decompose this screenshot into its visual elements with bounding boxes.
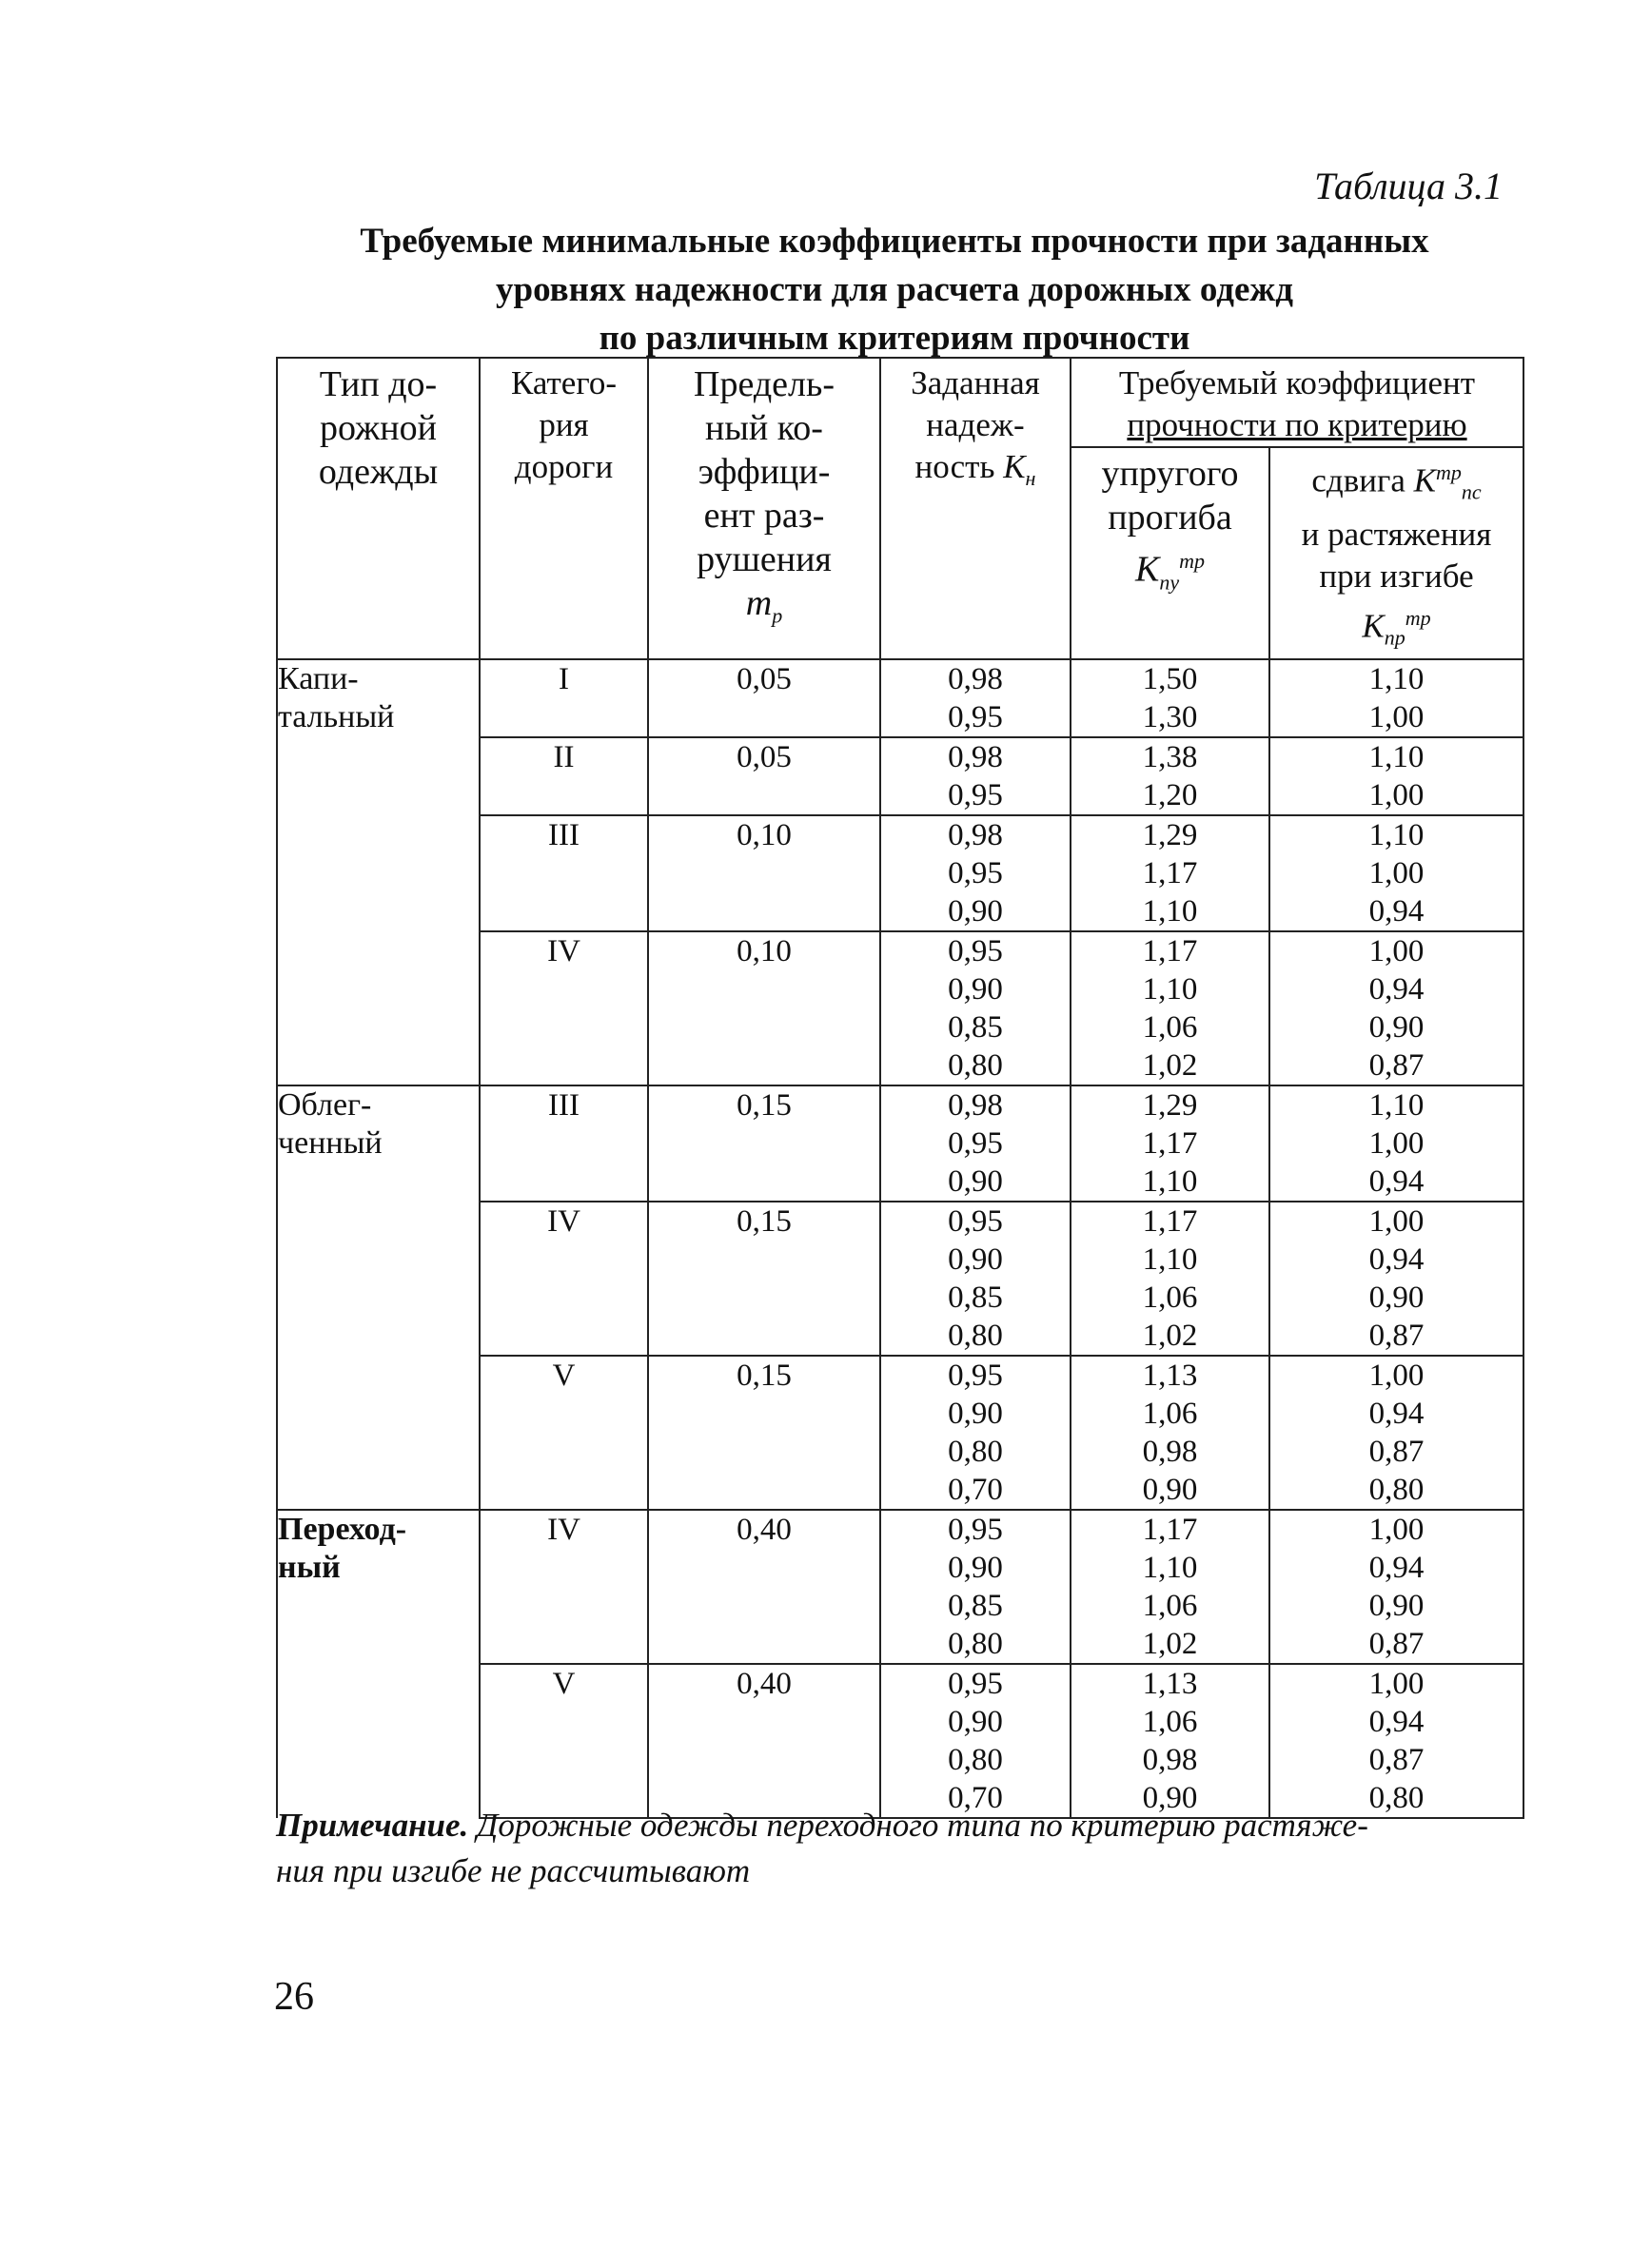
header-type bbox=[277, 358, 480, 659]
reliability-value: 0,98 bbox=[948, 1088, 1003, 1124]
shear-value: 1,00 bbox=[1368, 778, 1425, 813]
cell-failure-coefficient: 0,10 bbox=[648, 931, 880, 1085]
cell-shear-bending bbox=[1269, 1510, 1523, 1664]
shear-value: 0,80 bbox=[1368, 1473, 1425, 1508]
type-group bbox=[277, 659, 1523, 1085]
reliability-value: 0,90 bbox=[948, 972, 1003, 1007]
header-shear-line: при изгибе bbox=[1319, 557, 1474, 595]
reliability-value: 0,90 bbox=[948, 1242, 1003, 1278]
header-bend-sup: тр bbox=[1405, 605, 1431, 630]
table-title bbox=[276, 217, 1513, 362]
cell-road-category: V bbox=[480, 1356, 648, 1510]
elastic-value: 0,98 bbox=[1142, 1743, 1198, 1778]
cell-reliability bbox=[880, 1510, 1071, 1664]
reliability-value: 0,90 bbox=[948, 1397, 1003, 1432]
elastic-value: 1,30 bbox=[1142, 700, 1198, 735]
reliability-value: 0,70 bbox=[948, 1473, 1003, 1508]
table-row bbox=[277, 1085, 1523, 1202]
elastic-value: 1,10 bbox=[1142, 1551, 1198, 1586]
header-mp bbox=[648, 358, 880, 659]
elastic-value: 1,10 bbox=[1142, 894, 1198, 929]
cell-elastic-deflection bbox=[1071, 815, 1269, 931]
cell-shear-bending bbox=[1269, 659, 1523, 737]
cell-failure-coefficient: 0,15 bbox=[648, 1085, 880, 1202]
reliability-value: 0,80 bbox=[948, 1319, 1003, 1354]
header-required-coefficient bbox=[1071, 358, 1523, 447]
header-mp-symbol: m bbox=[745, 583, 773, 623]
cell-pavement-type bbox=[277, 659, 480, 1085]
cell-failure-coefficient: 0,15 bbox=[648, 1356, 880, 1510]
elastic-value: 0,90 bbox=[1142, 1781, 1198, 1816]
header-category-line: дороги bbox=[514, 448, 614, 485]
reliability-value: 0,80 bbox=[948, 1627, 1003, 1662]
cell-failure-coefficient: 0,15 bbox=[648, 1202, 880, 1356]
cell-pavement-type bbox=[277, 1085, 480, 1510]
elastic-value: 1,02 bbox=[1142, 1319, 1198, 1354]
shear-value: 1,10 bbox=[1368, 662, 1425, 697]
shear-value: 1,10 bbox=[1368, 818, 1425, 853]
reliability-value: 0,95 bbox=[948, 1126, 1003, 1162]
elastic-value: 1,17 bbox=[1142, 1126, 1198, 1162]
header-elastic-line: прогиба bbox=[1108, 498, 1232, 538]
type-group bbox=[277, 1510, 1523, 1818]
reliability-value: 0,95 bbox=[948, 934, 1003, 969]
note-label: Примечание. bbox=[276, 1807, 469, 1844]
shear-value: 1,00 bbox=[1368, 1667, 1425, 1702]
header-group-line2: прочности по критерию bbox=[1127, 406, 1467, 443]
shear-value: 1,00 bbox=[1368, 1126, 1425, 1162]
cell-reliability bbox=[880, 1664, 1071, 1818]
shear-value: 0,87 bbox=[1368, 1743, 1425, 1778]
shear-value: 0,87 bbox=[1368, 1048, 1425, 1084]
header-group-line1: Требуемый коэффициент bbox=[1118, 364, 1476, 401]
header-shear-prefix: сдвига bbox=[1311, 461, 1414, 499]
cell-shear-bending bbox=[1269, 815, 1523, 931]
header-shear-line: и растяжения bbox=[1301, 515, 1492, 553]
header-shear-sub: пс bbox=[1461, 479, 1482, 504]
cell-reliability bbox=[880, 1085, 1071, 1202]
table-title-line: по различным критериям прочности bbox=[599, 319, 1190, 358]
table-title-line: Требуемые минимальные коэффициенты прочности при заданных bbox=[360, 222, 1429, 261]
pavement-type-line: тальный bbox=[278, 699, 395, 735]
shear-value: 0,94 bbox=[1368, 1242, 1425, 1278]
reliability-value: 0,85 bbox=[948, 1589, 1003, 1624]
reliability-value: 0,80 bbox=[948, 1435, 1003, 1470]
pavement-type-line: ный bbox=[278, 1550, 341, 1586]
elastic-value: 1,06 bbox=[1142, 1010, 1198, 1046]
page-number: 26 bbox=[274, 1975, 314, 2019]
reliability-value: 0,95 bbox=[948, 856, 1003, 891]
table-header bbox=[277, 358, 1523, 659]
elastic-value: 1,29 bbox=[1142, 818, 1198, 853]
table-label: Таблица 3.1 bbox=[1314, 165, 1503, 207]
cell-shear-bending bbox=[1269, 737, 1523, 815]
note-text-continued: ния при изгибе не рассчитывают bbox=[276, 1852, 751, 1889]
table-row bbox=[277, 1510, 1523, 1664]
table-row bbox=[277, 659, 1523, 737]
pavement-type-line: Переход- bbox=[278, 1512, 407, 1548]
elastic-value: 1,06 bbox=[1142, 1705, 1198, 1740]
cell-elastic-deflection bbox=[1071, 737, 1269, 815]
cell-shear-bending bbox=[1269, 1664, 1523, 1818]
reliability-value: 0,95 bbox=[948, 700, 1003, 735]
cell-road-category: IV bbox=[480, 931, 648, 1085]
pavement-type-line: Облег- bbox=[278, 1087, 372, 1124]
elastic-value: 1,10 bbox=[1142, 1242, 1198, 1278]
cell-shear-bending bbox=[1269, 1085, 1523, 1202]
header-mp-line: рушения bbox=[697, 539, 832, 579]
elastic-value: 1,17 bbox=[1142, 934, 1198, 969]
cell-pavement-type bbox=[277, 1510, 480, 1818]
cell-elastic-deflection bbox=[1071, 1510, 1269, 1664]
cell-road-category: II bbox=[480, 737, 648, 815]
elastic-value: 1,13 bbox=[1142, 1667, 1198, 1702]
cell-road-category: III bbox=[480, 1085, 648, 1202]
cell-failure-coefficient: 0,40 bbox=[648, 1664, 880, 1818]
elastic-value: 1,17 bbox=[1142, 1513, 1198, 1548]
cell-road-category: III bbox=[480, 815, 648, 931]
header-reliability-line: ность bbox=[914, 448, 1004, 485]
cell-reliability bbox=[880, 1356, 1071, 1510]
elastic-value: 1,20 bbox=[1142, 778, 1198, 813]
shear-value: 0,94 bbox=[1368, 1164, 1425, 1200]
reliability-value: 0,98 bbox=[948, 662, 1003, 697]
table-title-line: уровнях надежности для расчета дорожных одежд bbox=[496, 270, 1293, 309]
reliability-value: 0,90 bbox=[948, 1705, 1003, 1740]
shear-value: 0,87 bbox=[1368, 1319, 1425, 1354]
elastic-value: 1,29 bbox=[1142, 1088, 1198, 1124]
cell-shear-bending bbox=[1269, 931, 1523, 1085]
cell-failure-coefficient: 0,05 bbox=[648, 737, 880, 815]
elastic-value: 1,02 bbox=[1142, 1048, 1198, 1084]
reliability-value: 0,98 bbox=[948, 740, 1003, 775]
reliability-value: 0,85 bbox=[948, 1281, 1003, 1316]
shear-value: 0,94 bbox=[1368, 1397, 1425, 1432]
shear-value: 0,90 bbox=[1368, 1589, 1425, 1624]
header-reliability-symbol: K bbox=[1003, 448, 1026, 485]
cell-reliability bbox=[880, 659, 1071, 737]
header-type-line: Тип до- bbox=[319, 364, 438, 404]
cell-road-category: I bbox=[480, 659, 648, 737]
cell-road-category: V bbox=[480, 1664, 648, 1818]
elastic-value: 1,10 bbox=[1142, 972, 1198, 1007]
shear-value: 1,00 bbox=[1368, 934, 1425, 969]
header-elastic-symbol: K bbox=[1134, 549, 1160, 590]
shear-value: 0,94 bbox=[1368, 1551, 1425, 1586]
cell-failure-coefficient: 0,05 bbox=[648, 659, 880, 737]
shear-value: 1,10 bbox=[1368, 1088, 1425, 1124]
header-elastic-sup: тр bbox=[1179, 549, 1205, 573]
elastic-value: 1,06 bbox=[1142, 1397, 1198, 1432]
cell-road-category: IV bbox=[480, 1202, 648, 1356]
reliability-value: 0,95 bbox=[948, 778, 1003, 813]
shear-value: 0,94 bbox=[1368, 972, 1425, 1007]
elastic-value: 1,10 bbox=[1142, 1164, 1198, 1200]
shear-value: 1,00 bbox=[1368, 1204, 1425, 1240]
cell-reliability bbox=[880, 815, 1071, 931]
header-mp-sub: р bbox=[772, 603, 783, 628]
shear-value: 0,94 bbox=[1368, 894, 1425, 929]
cell-shear-bending bbox=[1269, 1356, 1523, 1510]
elastic-value: 1,06 bbox=[1142, 1281, 1198, 1316]
cell-shear-bending bbox=[1269, 1202, 1523, 1356]
elastic-value: 1,13 bbox=[1142, 1359, 1198, 1394]
elastic-value: 1,02 bbox=[1142, 1627, 1198, 1662]
shear-value: 1,00 bbox=[1368, 1513, 1425, 1548]
cell-elastic-deflection bbox=[1071, 1356, 1269, 1510]
shear-value: 0,90 bbox=[1368, 1010, 1425, 1046]
reliability-value: 0,90 bbox=[948, 1551, 1003, 1586]
cell-elastic-deflection bbox=[1071, 1664, 1269, 1818]
cell-reliability bbox=[880, 931, 1071, 1085]
pavement-type-line: Капи- bbox=[278, 661, 359, 697]
shear-value: 1,00 bbox=[1368, 856, 1425, 891]
cell-elastic-deflection bbox=[1071, 1085, 1269, 1202]
header-reliability-line: Заданная bbox=[911, 364, 1040, 401]
reliability-value: 0,90 bbox=[948, 1164, 1003, 1200]
cell-elastic-deflection bbox=[1071, 1202, 1269, 1356]
shear-value: 0,94 bbox=[1368, 1705, 1425, 1740]
cell-elastic-deflection bbox=[1071, 659, 1269, 737]
shear-value: 0,87 bbox=[1368, 1435, 1425, 1470]
table-note bbox=[276, 1803, 1523, 1894]
header-mp-line: ный ко- bbox=[705, 408, 823, 448]
header-shear-sup: тр bbox=[1435, 460, 1462, 484]
cell-road-category: IV bbox=[480, 1510, 648, 1664]
reliability-value: 0,95 bbox=[948, 1667, 1003, 1702]
header-mp-line: ент раз- bbox=[703, 496, 825, 536]
reliability-value: 0,80 bbox=[948, 1743, 1003, 1778]
type-group bbox=[277, 1085, 1523, 1510]
header-shear bbox=[1269, 447, 1523, 659]
header-reliability-line: надеж- bbox=[926, 406, 1025, 443]
header-elastic-line: упругого bbox=[1101, 454, 1239, 494]
cell-reliability bbox=[880, 737, 1071, 815]
reliability-value: 0,98 bbox=[948, 818, 1003, 853]
coefficients-table bbox=[276, 357, 1524, 1819]
reliability-value: 0,80 bbox=[948, 1048, 1003, 1084]
shear-value: 1,00 bbox=[1368, 1359, 1425, 1394]
elastic-value: 1,06 bbox=[1142, 1589, 1198, 1624]
header-mp-line: эффици- bbox=[698, 452, 831, 492]
shear-value: 0,87 bbox=[1368, 1627, 1425, 1662]
shear-value: 1,00 bbox=[1368, 700, 1425, 735]
reliability-value: 0,95 bbox=[948, 1359, 1003, 1394]
header-category bbox=[480, 358, 648, 659]
shear-value: 0,90 bbox=[1368, 1281, 1425, 1316]
cell-reliability bbox=[880, 1202, 1071, 1356]
reliability-value: 0,95 bbox=[948, 1204, 1003, 1240]
reliability-value: 0,70 bbox=[948, 1781, 1003, 1816]
reliability-value: 0,85 bbox=[948, 1010, 1003, 1046]
shear-value: 0,80 bbox=[1368, 1781, 1425, 1816]
cell-failure-coefficient: 0,40 bbox=[648, 1510, 880, 1664]
header-elastic-sub: пу bbox=[1159, 570, 1180, 595]
elastic-value: 0,98 bbox=[1142, 1435, 1198, 1470]
shear-value: 1,10 bbox=[1368, 740, 1425, 775]
header-reliability bbox=[880, 358, 1071, 659]
header-type-line: одежды bbox=[318, 452, 439, 492]
header-reliability-sub: н bbox=[1025, 466, 1036, 490]
cell-failure-coefficient: 0,10 bbox=[648, 815, 880, 931]
elastic-value: 0,90 bbox=[1142, 1473, 1198, 1508]
elastic-value: 1,38 bbox=[1142, 740, 1198, 775]
header-elastic bbox=[1071, 447, 1269, 659]
elastic-value: 1,17 bbox=[1142, 856, 1198, 891]
header-category-line: Катего- bbox=[511, 364, 617, 401]
header-type-line: рожной bbox=[320, 408, 437, 448]
cell-elastic-deflection bbox=[1071, 931, 1269, 1085]
header-mp-line: Предель- bbox=[694, 364, 835, 404]
header-shear-symbol: K bbox=[1413, 461, 1436, 499]
pavement-type-line: ченный bbox=[278, 1125, 383, 1162]
elastic-value: 1,50 bbox=[1142, 662, 1198, 697]
header-category-line: рия bbox=[539, 406, 589, 443]
reliability-value: 0,95 bbox=[948, 1513, 1003, 1548]
header-bend-sub: пр bbox=[1384, 625, 1405, 650]
elastic-value: 1,17 bbox=[1142, 1204, 1198, 1240]
reliability-value: 0,90 bbox=[948, 894, 1003, 929]
header-bend-symbol: K bbox=[1362, 607, 1385, 645]
note-text: Дорожные одежды переходного типа по критерию растяже- bbox=[468, 1807, 1368, 1844]
